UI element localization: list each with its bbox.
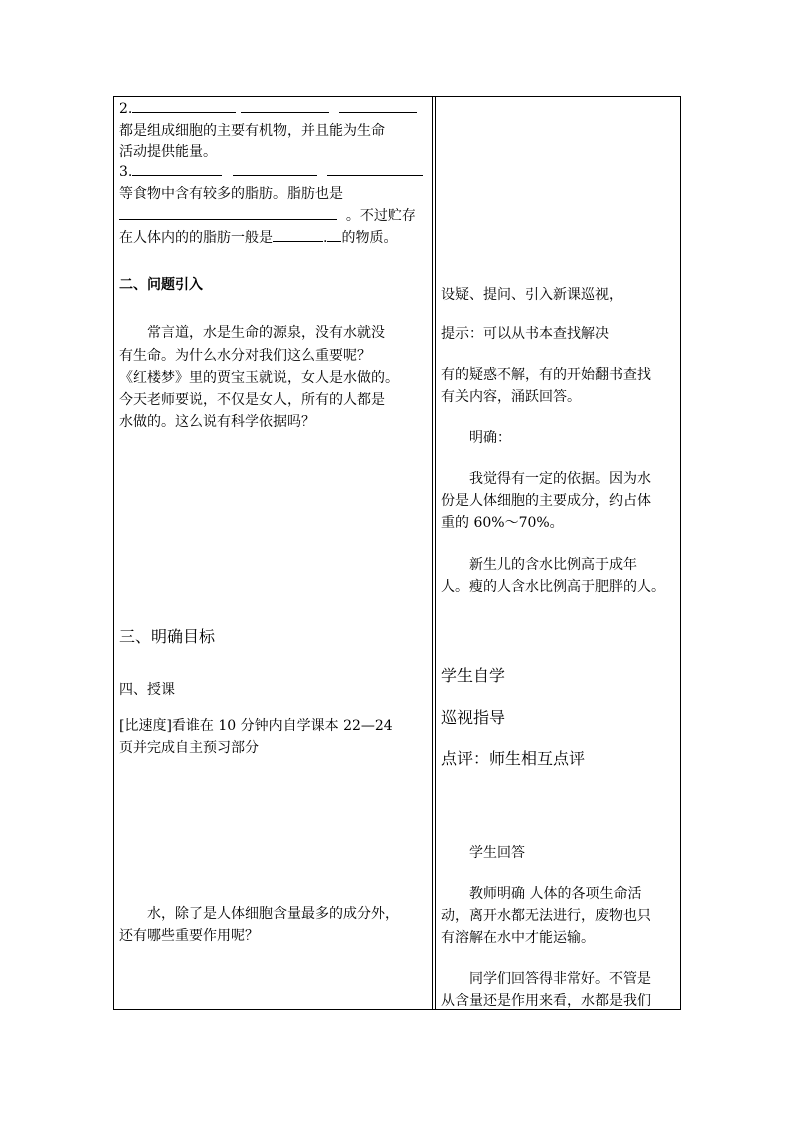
review-label: 点评：师生相互点评 (441, 749, 586, 768)
self-study-label: 学生自学 (441, 666, 506, 685)
answer-line: 新生儿的含水比例高于成年 (469, 557, 637, 573)
section-3-title: 三、明确目标 (119, 627, 216, 646)
question-3-line-2: 等食物中含有较多的脂肪。脂肪也是 (119, 186, 343, 202)
question-3-line-4: 在人体内的的脂肪一般是 . 的物质。 (119, 227, 397, 249)
question-3-line-3: 。不过贮存 (119, 205, 416, 227)
student-activity: 有的疑惑不解，有的开始翻书查找 (441, 367, 651, 383)
teacher-note: 设疑、提问、引入新课巡视， (441, 287, 623, 303)
fill-blank[interactable] (339, 98, 417, 113)
teacher-clarify-line: 有溶解在水中才能运输。 (441, 930, 595, 946)
speed-task-line-1: [比速度]看谁在 10 分钟内自学课本 22—24 (119, 718, 393, 734)
fill-blank[interactable] (327, 161, 423, 176)
question-2-line-1: 2. (119, 98, 417, 120)
lesson-plan-table (113, 96, 681, 1010)
teacher-note: 提示：可以从书本查找解决 (441, 326, 609, 342)
fill-blank[interactable] (273, 227, 323, 242)
intro-line: 有生命。为什么水分对我们这么重要呢？ (119, 348, 371, 364)
summary-line: 从含量还是作用来看，水都是我们 (441, 993, 651, 1009)
question-3-line-1: 3. (119, 161, 423, 183)
intro-line: 水做的。这么说有科学依据吗？ (119, 414, 315, 430)
speed-task-line-2: 页并完成自主预习部分 (119, 740, 259, 756)
summary-line: 同学们回答得非常好。不管是 (469, 971, 651, 987)
intro-line: 今天老师要说，不仅是女人，所有的人都是 (119, 392, 385, 408)
fill-blank[interactable] (132, 161, 222, 176)
fill-blank[interactable] (327, 227, 341, 242)
section-4-title: 四、授课 (119, 682, 175, 698)
patrol-guide-label: 巡视指导 (441, 708, 506, 727)
answer-line: 份是人体细胞的主要成分，约占体 (441, 493, 651, 509)
fill-blank[interactable] (241, 98, 329, 113)
question-2-line-2: 都是组成细胞的主要有机物，并且能为生命 (119, 123, 385, 139)
fill-blank[interactable] (233, 161, 317, 176)
answer-line: 我觉得有一定的依据。因为水 (469, 471, 651, 487)
student-activity: 有关内容，涌跃回答。 (441, 389, 581, 405)
water-question-line-1: 水，除了是人体细胞含量最多的成分外， (147, 906, 399, 922)
column-divider (432, 97, 436, 1009)
water-question-line-2: 还有哪些重要作用呢？ (119, 928, 259, 944)
fill-blank[interactable] (132, 98, 236, 113)
section-2-title: 二、问题引入 (119, 277, 203, 293)
answer-line: 人。瘦的人含水比例高于肥胖的人。 (441, 579, 665, 595)
question-2-line-3: 活动提供能量。 (119, 144, 217, 160)
clarify-label: 明确： (469, 430, 511, 446)
teacher-clarify-line: 教师明确 人体的各项生命活 (469, 886, 642, 902)
intro-line: 《红楼梦》里的贾宝玉就说，女人是水做的。 (119, 370, 399, 386)
answer-line: 重的 60%～70%。 (441, 515, 564, 531)
teacher-clarify-line: 动，离开水都无法进行，废物也只 (441, 908, 651, 924)
fill-blank[interactable] (119, 205, 337, 220)
intro-line: 常言道，水是生命的源泉，没有水就没 (147, 325, 385, 341)
student-answer-label: 学生回答 (469, 845, 525, 861)
